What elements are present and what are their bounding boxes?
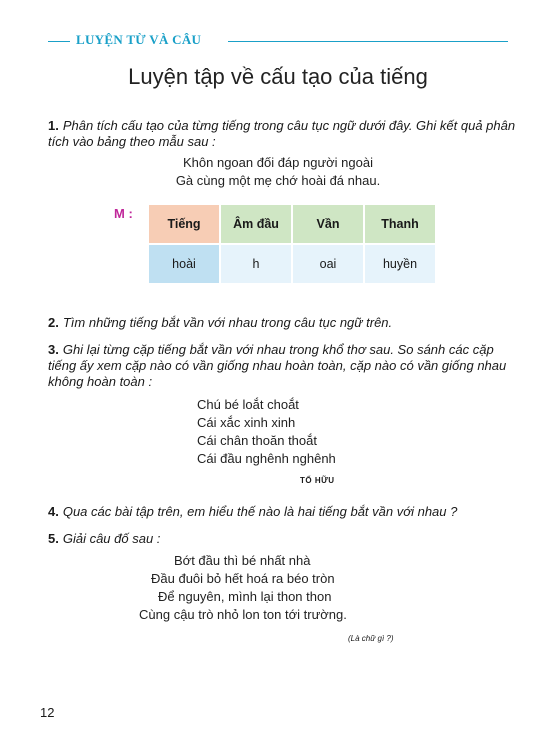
proverb xyxy=(0,154,556,190)
riddle-line: Để nguyên, mình lại thon thon xyxy=(158,589,332,604)
proverb-line: Khôn ngoan đối đáp người ngoài xyxy=(183,155,373,170)
sample-label: M : xyxy=(114,206,133,221)
question-number: 3. xyxy=(48,342,59,357)
table-row xyxy=(149,245,435,283)
question-number: 2. xyxy=(48,315,59,330)
lesson-title: Luyện tập về cấu tạo của tiếng xyxy=(128,64,428,89)
table-cell: oai xyxy=(293,245,363,283)
question-number: 1. xyxy=(48,118,59,133)
poem-author: TỐ HỮU xyxy=(300,476,335,485)
question-text: Tìm những tiếng bắt vần với nhau trong câu tục ngữ trên. xyxy=(62,315,393,330)
section-title: LUYỆN TỪ VÀ CÂU xyxy=(76,32,202,47)
poem-line: Chú bé loắt choắt xyxy=(197,397,299,412)
riddle xyxy=(0,552,556,624)
sample-table xyxy=(147,203,437,285)
proverb-line: Gà cùng một mẹ chớ hoài đá nhau. xyxy=(175,173,381,188)
table-header-cell: Tiếng xyxy=(149,205,219,243)
table-header-cell: Vần xyxy=(293,205,363,243)
page-number: 12 xyxy=(40,705,55,720)
table-cell: h xyxy=(221,245,291,283)
question-1 xyxy=(48,118,518,150)
question-text: Giải câu đố sau : xyxy=(62,531,161,546)
riddle-note: (Là chữ gì ?) xyxy=(348,634,394,643)
question-text: Qua các bài tập trên, em hiểu thế nào là hai tiếng bắt vần với nhau ? xyxy=(62,504,458,519)
question-3 xyxy=(48,342,518,390)
table-cell: huyền xyxy=(365,245,435,283)
riddle-line: Đầu đuôi bỏ hết hoá ra béo tròn xyxy=(151,571,335,586)
table-header-cell: Thanh xyxy=(365,205,435,243)
riddle-line: Cùng cậu trò nhỏ lon ton tới trường. xyxy=(139,607,347,622)
poem-line: Cái chân thoăn thoắt xyxy=(197,433,317,448)
riddle-line: Bớt đầu thì bé nhất nhà xyxy=(174,553,311,568)
poem xyxy=(197,396,336,468)
question-text: Phân tích cấu tạo của từng tiếng trong câu tục ngữ dưới đây. Ghi kết quả phân tích vào bảng theo mẫu sau : xyxy=(48,118,516,149)
section-header xyxy=(48,30,508,52)
header-rule-right xyxy=(228,41,508,42)
question-text: Ghi lại từng cặp tiếng bắt vần với nhau trong khổ thơ sau. So sánh các cặp tiếng ấy xem cặp nào có vần giống nhau hoàn toàn, cặp nào có vần giống nhau không hoàn toàn : xyxy=(48,342,507,389)
question-2 xyxy=(48,315,518,331)
poem-line: Cái xắc xinh xinh xyxy=(197,415,296,430)
question-number: 5. xyxy=(48,531,59,546)
question-5 xyxy=(48,531,518,547)
table-header-row xyxy=(149,205,435,243)
poem-line: Cái đầu nghênh nghênh xyxy=(197,451,336,466)
question-number: 4. xyxy=(48,504,59,519)
header-rule-left xyxy=(48,41,70,42)
table-cell: hoài xyxy=(149,245,219,283)
question-4 xyxy=(48,504,518,520)
table-header-cell: Âm đầu xyxy=(221,205,291,243)
